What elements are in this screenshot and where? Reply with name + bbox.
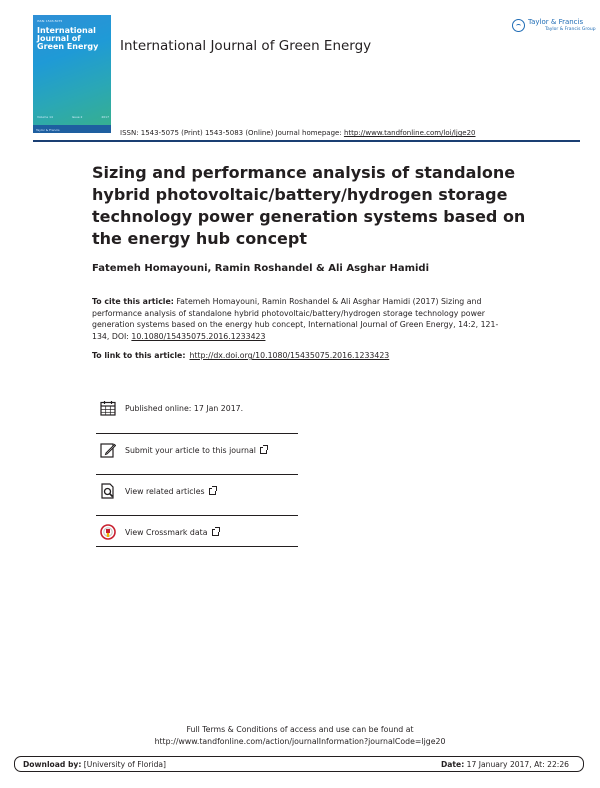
cover-issn: ISSN: 1543-5075 xyxy=(37,19,63,23)
terms-footer xyxy=(0,724,600,747)
downloaded-by-value: [University of Florida] xyxy=(81,760,167,769)
terms-line: Full Terms & Conditions of access and use can be found at xyxy=(186,725,414,734)
cover-band xyxy=(33,125,111,133)
cover-year: 2017 xyxy=(101,115,109,119)
article-title: Sizing and performance analysis of standalone hybrid photovoltaic/battery/hydrogen storage technology power generation systems based on the energy hub concept xyxy=(92,163,526,248)
download-date-value: 17 January 2017, At: 22:26 xyxy=(464,760,569,769)
submit-edit-icon xyxy=(100,442,116,458)
submit-article-row[interactable] xyxy=(96,433,298,471)
submit-article-link[interactable] xyxy=(125,446,267,455)
citation-doi-link[interactable]: 10.1080/15435075.2016.1233423 xyxy=(131,332,266,342)
header-divider xyxy=(33,140,580,142)
cover-band-text: Taylor & Francis xyxy=(36,128,60,132)
download-date-label: Date: xyxy=(441,760,465,769)
publisher-logo xyxy=(512,17,596,35)
journal-name: International Journal of Green Energy xyxy=(120,38,372,54)
article-doi-url-link[interactable]: http://dx.doi.org/10.1080/15435075.2016.1233423 xyxy=(189,351,390,360)
related-articles-label: View related articles xyxy=(125,487,205,496)
article-link-block xyxy=(92,351,389,360)
download-info-bar xyxy=(14,756,584,772)
issn-line xyxy=(120,129,475,137)
citation-block xyxy=(92,296,512,343)
external-link-icon xyxy=(212,529,219,536)
published-online-row xyxy=(96,391,298,429)
publisher-logo-icon xyxy=(512,19,525,32)
download-date xyxy=(441,760,569,769)
related-articles-row[interactable] xyxy=(96,474,298,512)
terms-url-link[interactable]: http://www.tandfonline.com/action/journalInformation?journalCode=ljge20 xyxy=(154,736,446,746)
publisher-logo-name: Taylor & Francis xyxy=(528,18,584,26)
crossmark-link[interactable] xyxy=(125,528,219,537)
downloaded-by-label: Download by: xyxy=(23,760,82,769)
cover-meta xyxy=(37,115,109,119)
info-divider xyxy=(96,546,298,547)
related-articles-link[interactable] xyxy=(125,487,216,496)
cover-volume: Volume 14 xyxy=(37,115,53,119)
cover-title: International Journal of Green Energy xyxy=(37,26,99,51)
cover-issue: Issue 2 xyxy=(71,115,83,119)
article-link-label: To link to this article: xyxy=(92,351,186,360)
external-link-icon xyxy=(260,447,267,454)
downloaded-by xyxy=(23,760,166,769)
calendar-icon xyxy=(100,400,116,416)
crossmark-label: View Crossmark data xyxy=(125,528,208,537)
submit-article-label: Submit your article to this journal xyxy=(125,446,256,455)
issn-text: ISSN: 1543-5075 (Print) 1543-5083 (Online) Journal homepage: xyxy=(120,129,344,137)
article-authors: Fatemeh Homayouni, Ramin Roshandel & Ali Asghar Hamidi xyxy=(92,263,430,274)
published-online-label: Published online: 17 Jan 2017. xyxy=(125,404,244,413)
crossmark-icon xyxy=(100,524,116,540)
related-articles-icon xyxy=(100,483,116,499)
publisher-logo-subtitle: Taylor & Francis Group xyxy=(545,27,596,32)
journal-cover-image xyxy=(33,15,111,133)
citation-label: To cite this article: xyxy=(92,297,174,306)
journal-homepage-link[interactable]: http://www.tandfonline.com/loi/ljge20 xyxy=(343,129,476,137)
external-link-icon xyxy=(209,488,216,495)
crossmark-row[interactable] xyxy=(96,515,298,553)
citation-text: Fatemeh Homayouni, Ramin Roshandel & Ali Asghar Hamidi (2017) Sizing and performance analysis of standalone hybrid photovoltaic/battery/hydrogen storage technology power generation systems based on the energy hub concept, International Journal of Green Energy, 14:2, 121-134, DOI: xyxy=(92,297,499,342)
